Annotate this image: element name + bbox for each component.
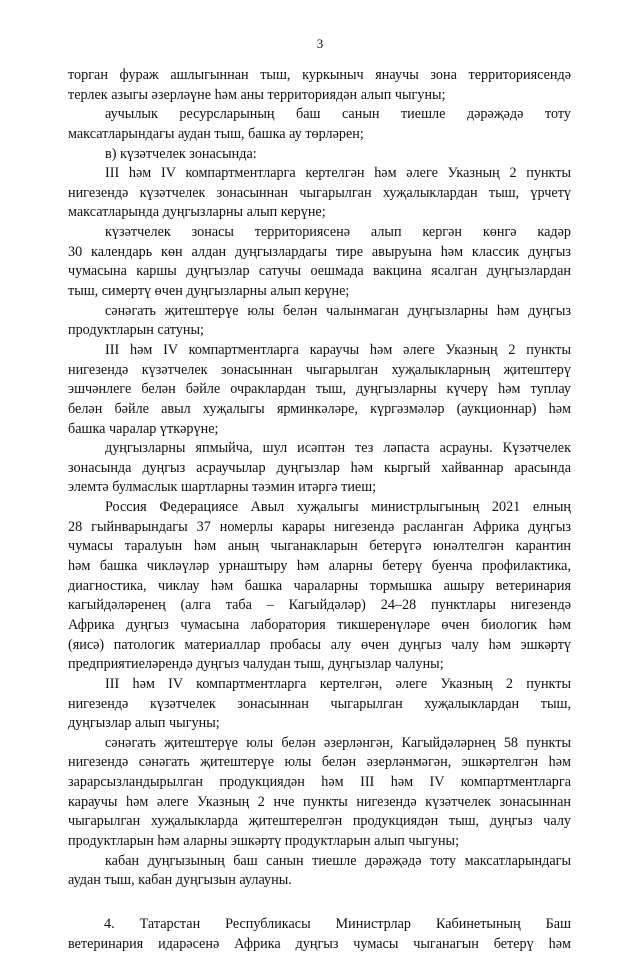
text-line: чумасы таралуын һәм аның чыганакларын бетерүгә юнәлтелгән карантин — [68, 538, 571, 555]
text-line: тыш, симертү өчен дуңгызларны алып керүне; — [68, 283, 350, 300]
text-line: 28 гыйнварындагы 37 номерлы карары нигезендә расланган Африка дуңгыз — [68, 518, 571, 535]
text-line: торган фураж ашлыгыннан тыш, куркыныч янаучы зона территориясендә — [68, 67, 571, 83]
text-line: дуңгызларны япмыйча, шул исәптән тез ләпаста асрауны. Күзәтчелек — [105, 440, 571, 457]
text-line: предприятиеләрендә дуңгыз чалудан тыш, дуңгызлар чалуны; — [68, 656, 444, 673]
text-line: нигезендә күзәтчелек зонасыннан чыгарылган хуҗалыкларның җитештерү — [68, 361, 571, 378]
text-line: нигезендә сәнәгать җитештерүе юлы белән әзерләнмәгән, эшкәртелгән һәм — [68, 754, 571, 771]
text-line: күзәтчелек зонасы территориясенә алып кергән көнгә кадәр — [105, 224, 571, 241]
text-line: зонасында дуңгыз асраучылар дуңгызлар һәм кыргый хайваннар арасында — [68, 459, 571, 476]
text-line: кагыйдәләренең (алга таба – Кагыйдәләр) 24–28 пунктлары нигезендә — [68, 597, 571, 614]
text-line: нигезендә күзәтчелек зонасыннан чыгарылган хуҗалыклардан тыш, — [68, 695, 571, 712]
text-line: һәм башка чикләүләр урнаштыру һәм аларны бетерү буенча профилактика, — [68, 558, 571, 575]
document-body — [68, 66, 571, 954]
text-line: III һәм IV компартментларга кертелгән, әлеге Указның 2 пункты — [105, 675, 571, 692]
text-line: максатларындагы аудан тыш, башка ау төрләрен; — [68, 125, 364, 142]
page-number: 3 — [316, 36, 324, 51]
text-line: дуңгызлар алып чыгуны; — [68, 715, 220, 732]
text-line: ветеринария идарәсенә Африка дуңгыз чумасы чыганагын бетерү һәм — [68, 935, 571, 952]
text-line: зарарсызландырылган продукциядән һәм III һәм IV компартментларга — [68, 774, 571, 791]
text-line: сәнәгать җитештерүе юлы белән чалынмаган дуңгызларны һәм дуңгыз — [105, 302, 571, 319]
text-line: эшчәнлеге белән бәйле очраклардан тыш, дуңгызларны күчерү һәм туплау — [68, 381, 571, 398]
text-line: караучы һәм әлеге Указның 2 нче пункты нигезендә күзәтчелек зонасыннан — [68, 793, 571, 810]
text-line: башка чаралар үткәрүне; — [68, 420, 219, 437]
text-line: аудан тыш, кабан дуңгызын аулауны. — [68, 872, 292, 889]
text-line: белән бәйле авыл хуҗалыгы ярминкәләре, күргәзмәләр (аукционнар) һәм — [68, 400, 571, 417]
text-line: максатларында дуңгызларны алып керүне; — [68, 204, 326, 221]
text-line: (яисә) патологик материаллар пробасы алу өчен дуңгыз чалу һәм эшкәртү — [68, 636, 571, 653]
text-line: в) күзәтчелек зонасында: — [105, 145, 257, 162]
text-line: III һәм IV компартментларга караучы һәм әлеге Указның 2 пункты — [105, 341, 571, 358]
text-line: нигезендә күзәтчелек зонасыннан чыгарылган хуҗалыклардан тыш, үрчетү — [68, 184, 571, 201]
paragraph-gap — [68, 891, 571, 915]
text-line: III һәм IV компартментларга кертелгән һәм әлеге Указның 2 пункты — [105, 165, 571, 182]
text-line: элемтә булмаслык шартларны тәэмин итәргә тиеш; — [68, 479, 377, 496]
text-line: диагностика, чиклау һәм башка чараларны тормышка ашыру ветеринария — [68, 577, 571, 594]
text-line: 4. Татарстан Республикасы Министрлар Кабинетының Баш — [104, 915, 571, 932]
text-line: аучылык ресурсларының баш санын тиешле дәрәҗәдә тоту — [105, 106, 571, 123]
text-line: чумасына каршы дуңгызлар сатучы оешмада вакцина ясалган дуңгызлардан — [68, 263, 571, 280]
text-line: чыгарылган хуҗалыкларда җитештерелгән продукциядән тыш, дуңгыз чалу — [68, 813, 571, 830]
text-line: Россия Федерациясе Авыл хуҗалыгы министрлыгының 2021 елның — [105, 499, 571, 516]
text-line: терлек азыгы әзерләүне һәм аны территориядән алып чыгуны; — [68, 86, 446, 103]
text-line: сәнәгать җитештерүе юлы белән әзерләнгән, Кагыйдәләрнең 58 пункты — [105, 734, 571, 751]
text-line: кабан дуңгызының баш санын тиешле дәрәҗәдә тоту максатларындагы — [105, 852, 571, 869]
text-line: продуктларын һәм аларны эшкәртү продуктларын алып чыгуны; — [68, 832, 460, 849]
text-line: продуктларын сатуны; — [68, 322, 204, 339]
text-line: Африка дуңгыз чумасына лаборатория тикшеренүләре өчен биологик һәм — [68, 616, 571, 633]
text-line: 30 календарь көн алдан дуңгызлардагы тире авыруына һәм классик дуңгыз — [68, 243, 571, 260]
